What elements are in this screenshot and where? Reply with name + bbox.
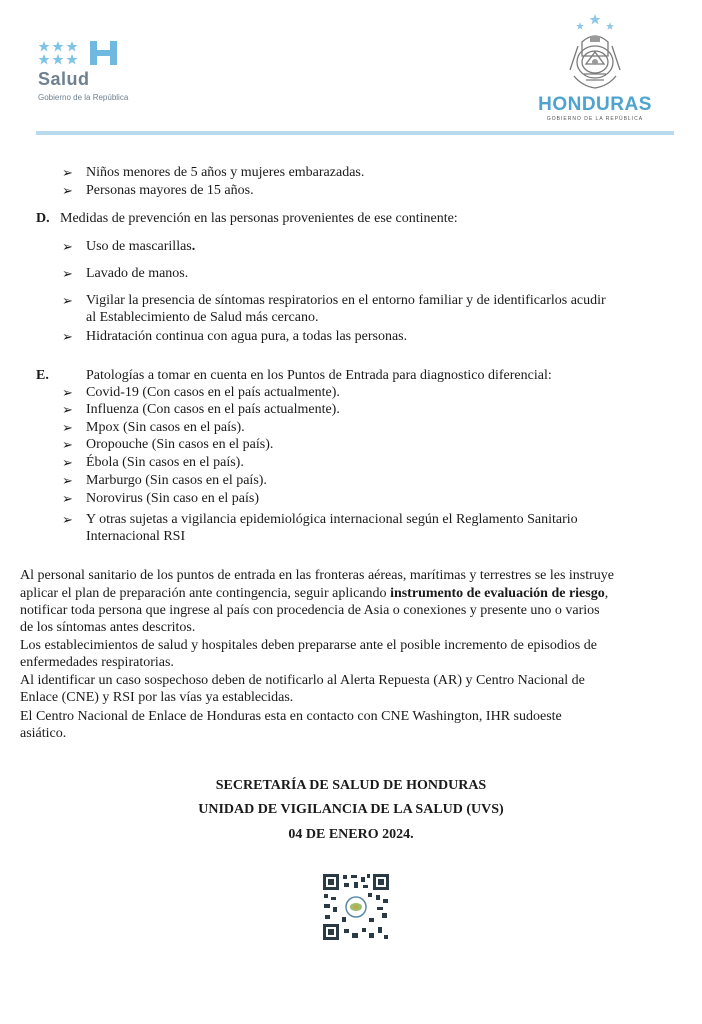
list-item-continuation: Internacional RSI xyxy=(86,529,186,544)
signature-line-ministry: SECRETARÍA DE SALUD DE HONDURAS xyxy=(215,778,487,793)
list-item-period: . xyxy=(191,239,196,254)
list-item-text: Uso de mascarillas xyxy=(86,239,192,254)
list-item: Hidratación continua con agua pura, a todas las personas. xyxy=(86,329,408,344)
list-item: Niños menores de 5 años y mujeres embarazadas. xyxy=(86,165,365,180)
bullet-arrow-icon: ➢ xyxy=(62,402,73,417)
signature-date: 04 DE ENERO 2024. xyxy=(288,827,414,842)
bullet-arrow-icon: ➢ xyxy=(62,512,73,527)
salud-subtitle: Gobierno de la República xyxy=(38,93,129,102)
paragraph-text: aplicar el plan de preparación ante contingencia, seguir aplicando xyxy=(20,586,391,601)
list-item: Lavado de manos. xyxy=(86,266,189,281)
bullet-arrow-icon: ➢ xyxy=(62,473,73,488)
list-item-continuation: al Establecimiento de Salud más cercano. xyxy=(86,310,319,325)
list-item: Covid-19 (Con casos en el país actualmente). xyxy=(86,385,340,400)
salud-stars-icon xyxy=(36,38,126,68)
section-e-heading: Patologías a tomar en cuenta en los Puntos de Entrada para diagnostico diferencial: xyxy=(86,368,552,383)
salud-title: Salud xyxy=(38,69,90,89)
paragraph-line: enfermedades respiratorias. xyxy=(20,655,174,670)
paragraph-line: asiático. xyxy=(20,726,67,741)
header-divider xyxy=(36,131,674,135)
bullet-arrow-icon: ➢ xyxy=(62,165,73,180)
bullet-arrow-icon: ➢ xyxy=(62,385,73,400)
list-item: Y otras sujetas a vigilancia epidemiológica internacional según el Reglamento Sanitario xyxy=(86,512,578,527)
bullet-arrow-icon: ➢ xyxy=(62,491,73,506)
list-item: Mpox (Sin casos en el país). xyxy=(86,420,245,435)
section-d-heading: Medidas de prevención en las personas provenientes de ese continente: xyxy=(60,211,458,226)
paragraph-emphasis: instrumento de evaluación de riesgo xyxy=(390,586,605,601)
bullet-arrow-icon: ➢ xyxy=(62,183,73,198)
paragraph-text: , xyxy=(604,586,609,601)
list-item: Personas mayores de 15 años. xyxy=(86,183,254,198)
bullet-arrow-icon: ➢ xyxy=(62,437,73,452)
honduras-logo xyxy=(520,12,670,124)
section-d-letter: D. xyxy=(36,211,50,226)
section-e-letter: E. xyxy=(36,368,49,383)
list-item: Ébola (Sin casos en el país). xyxy=(86,455,244,470)
paragraph-line: notificar toda persona que ingrese al país con procedencia de Asia o conexiones y presente uno o varios xyxy=(20,603,600,618)
bullet-arrow-icon: ➢ xyxy=(62,455,73,470)
paragraph-line: Enlace (CNE) y RSI por las vías ya establecidas. xyxy=(20,690,294,705)
bullet-arrow-icon: ➢ xyxy=(62,239,73,254)
bullet-arrow-icon: ➢ xyxy=(62,266,73,281)
country-title: HONDURAS xyxy=(538,94,652,115)
paragraph-line: El Centro Nacional de Enlace de Honduras esta en contacto con CNE Washington, IHR sudoeste xyxy=(20,709,562,724)
signature-line-unit: UNIDAD DE VIGILANCIA DE LA SALUD (UVS) xyxy=(198,802,504,817)
list-item: Influenza (Con casos en el país actualmente). xyxy=(86,402,340,417)
paragraph-line: Al identificar un caso sospechoso deben de notificarlo al Alerta Repuesta (AR) y Centro Nacional de xyxy=(20,673,585,688)
paragraph-line: de los síntomas antes descritos. xyxy=(20,620,196,635)
bullet-arrow-icon: ➢ xyxy=(62,329,73,344)
list-item: Vigilar la presencia de síntomas respiratorios en el entorno familiar y de identificarlos acudir xyxy=(86,293,606,308)
list-item: Oropouche (Sin casos en el país). xyxy=(86,437,274,452)
paragraph-line xyxy=(20,585,608,602)
coat-of-arms-icon xyxy=(560,12,630,94)
paragraph-line: Al personal sanitario de los puntos de entrada en las fronteras aéreas, marítimas y terrestres se les instruye xyxy=(20,568,615,583)
list-item xyxy=(86,238,195,255)
list-item: Norovirus (Sin caso en el país) xyxy=(86,491,260,506)
bullet-arrow-icon: ➢ xyxy=(62,293,73,308)
document-header xyxy=(0,0,702,140)
paragraph-line: Los establecimientos de salud y hospitales deben prepararse ante el posible incremento de episodios de xyxy=(20,638,597,653)
qr-code-icon xyxy=(322,873,390,941)
country-subtitle: GOBIERNO DE LA REPÚBLICA xyxy=(546,116,644,122)
bullet-arrow-icon: ➢ xyxy=(62,420,73,435)
list-item: Marburgo (Sin casos en el país). xyxy=(86,473,267,488)
